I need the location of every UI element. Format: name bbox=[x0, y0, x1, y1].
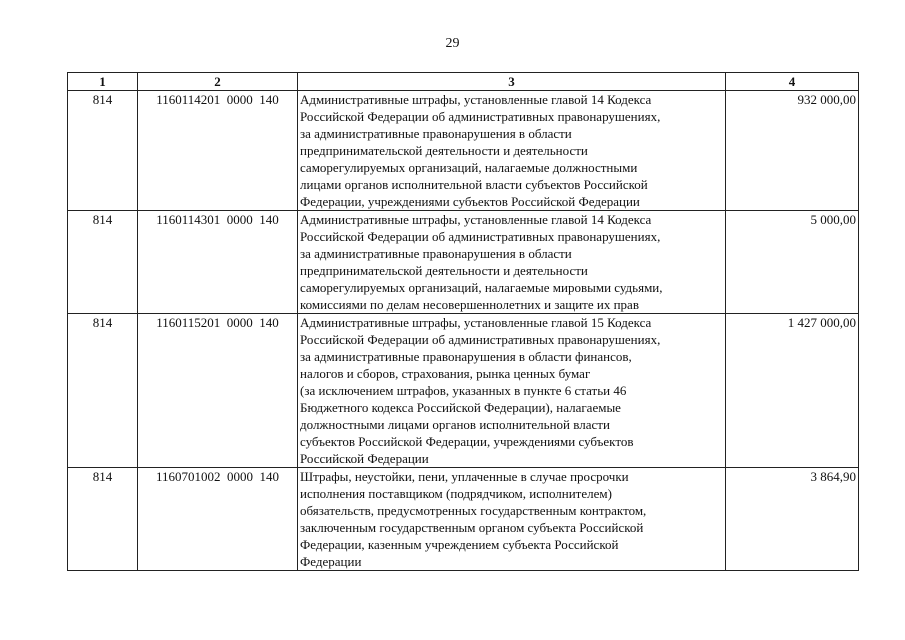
revenue-code-cell: 1160115201 0000 140 bbox=[138, 314, 298, 468]
description-line: саморегулируемых организаций, налагаемые должностными bbox=[300, 160, 638, 175]
description-cell bbox=[298, 468, 726, 571]
description-line: Федерации, казенным учреждением субъекта Российской bbox=[300, 537, 619, 552]
amount-cell: 5 000,00 bbox=[726, 211, 859, 314]
description-line: за административные правонарушения в области bbox=[300, 126, 572, 141]
description-line: Федерации bbox=[300, 554, 362, 569]
description-line: Российской Федерации об административных правонарушениях, bbox=[300, 109, 661, 124]
description-line: за административные правонарушения в области bbox=[300, 246, 572, 261]
description-cell bbox=[298, 314, 726, 468]
description-line: Административные штрафы, установленные главой 15 Кодекса bbox=[300, 315, 652, 330]
description-line: Административные штрафы, установленные главой 14 Кодекса bbox=[300, 212, 652, 227]
header-col-3: 3 bbox=[298, 73, 726, 91]
table-row bbox=[68, 314, 859, 468]
revenue-code-cell: 1160114301 0000 140 bbox=[138, 211, 298, 314]
admin-code-cell: 814 bbox=[68, 314, 138, 468]
amount-cell: 1 427 000,00 bbox=[726, 314, 859, 468]
admin-code-cell: 814 bbox=[68, 91, 138, 211]
description-line: саморегулируемых организаций, налагаемые мировыми судьями, bbox=[300, 280, 663, 295]
description-line: должностными лицами органов исполнительной власти bbox=[300, 417, 610, 432]
description-line: Российской Федерации об административных правонарушениях, bbox=[300, 229, 661, 244]
header-col-1: 1 bbox=[68, 73, 138, 91]
revenue-code-cell: 1160701002 0000 140 bbox=[138, 468, 298, 571]
revenue-table bbox=[67, 72, 859, 571]
description-cell bbox=[298, 91, 726, 211]
description-line: налогов и сборов, страхования, рынка ценных бумаг bbox=[300, 366, 591, 381]
revenue-code-cell: 1160114201 0000 140 bbox=[138, 91, 298, 211]
amount-cell: 3 864,90 bbox=[726, 468, 859, 571]
admin-code-cell: 814 bbox=[68, 468, 138, 571]
description-line: за административные правонарушения в области финансов, bbox=[300, 349, 632, 364]
description-line: исполнения поставщиком (подрядчиком, исполнителем) bbox=[300, 486, 612, 501]
description-line: обязательств, предусмотренных государственным контрактом, bbox=[300, 503, 647, 518]
amount-cell: 932 000,00 bbox=[726, 91, 859, 211]
description-line: предпринимательской деятельности и деятельности bbox=[300, 143, 588, 158]
table-row bbox=[68, 91, 859, 211]
description-line: (за исключением штрафов, указанных в пункте 6 статьи 46 bbox=[300, 383, 627, 398]
description-line: предпринимательской деятельности и деятельности bbox=[300, 263, 588, 278]
table-row bbox=[68, 211, 859, 314]
description-line: лицами органов исполнительной власти субъектов Российской bbox=[300, 177, 648, 192]
table-row bbox=[68, 468, 859, 571]
description-line: Российской Федерации bbox=[300, 451, 429, 466]
header-row bbox=[68, 73, 859, 91]
description-line: Штрафы, неустойки, пени, уплаченные в случае просрочки bbox=[300, 469, 629, 484]
header-col-2: 2 bbox=[138, 73, 298, 91]
table-body bbox=[68, 91, 859, 571]
description-line: комиссиями по делам несовершеннолетних и защите их прав bbox=[300, 297, 639, 312]
page-number: 29 bbox=[445, 36, 460, 51]
description-line: Федерации, учреждениями субъектов Российской Федерации bbox=[300, 194, 640, 209]
admin-code-cell: 814 bbox=[68, 211, 138, 314]
description-line: Административные штрафы, установленные главой 14 Кодекса bbox=[300, 92, 652, 107]
description-line: Российской Федерации об административных правонарушениях, bbox=[300, 332, 661, 347]
description-line: Бюджетного кодекса Российской Федерации), налагаемые bbox=[300, 400, 621, 415]
header-col-4: 4 bbox=[726, 73, 859, 91]
description-line: заключенным государственным органом субъекта Российской bbox=[300, 520, 644, 535]
description-cell bbox=[298, 211, 726, 314]
description-line: субъектов Российской Федерации, учреждениями субъектов bbox=[300, 434, 634, 449]
